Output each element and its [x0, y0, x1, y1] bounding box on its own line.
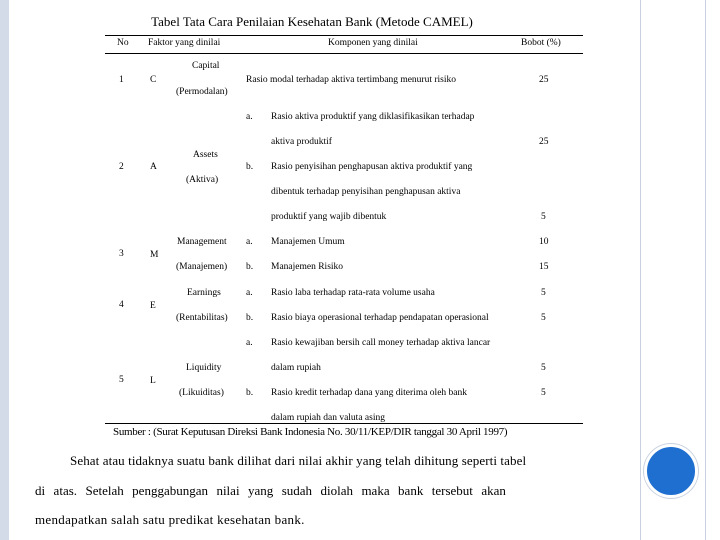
row-number: 4 — [119, 300, 124, 310]
weight-value: 25 — [539, 137, 549, 147]
sub-item-letter: a. — [246, 237, 253, 247]
slide-frame-line — [640, 0, 641, 540]
factor-name-id: (Aktiva) — [186, 175, 219, 185]
table-title: Tabel Tata Cara Penilaian Kesehatan Bank (Metode CAMEL) — [151, 14, 473, 29]
component-text: Rasio modal terhadap aktiva tertimbang menurut risiko — [246, 75, 457, 85]
component-text: dalam rupiah — [271, 363, 321, 373]
factor-code: E — [150, 301, 156, 311]
sub-item-letter: a. — [246, 112, 253, 122]
header-component: Komponen yang dinilai — [328, 38, 418, 48]
component-text: Rasio kewajiban bersih call money terhadap aktiva lancar — [271, 338, 491, 348]
weight-value: 5 — [541, 313, 546, 323]
component-text: Rasio penyisihan penghapusan aktiva produktif yang — [271, 162, 473, 172]
sub-item-letter: b. — [246, 262, 254, 272]
factor-code: M — [150, 250, 159, 260]
component-text: Rasio biaya operasional terhadap pendapatan operasional — [271, 313, 489, 323]
component-text: aktiva produktif — [271, 137, 332, 147]
component-text: Manajemen Risiko — [271, 262, 344, 272]
sub-item-letter: b. — [246, 388, 254, 398]
factor-name: Assets — [193, 150, 218, 160]
factor-name-id: (Rentabilitas) — [176, 313, 228, 323]
slide-frame-left — [0, 0, 9, 540]
component-text: produktif yang wajib dibentuk — [271, 212, 387, 222]
body-paragraph-line: Sehat atau tidaknya suatu bank dilihat dari nilai akhir yang telah dihitung seperti tabel — [70, 453, 527, 468]
factor-name: Management — [177, 237, 227, 247]
decorative-circle — [644, 444, 698, 498]
factor-code: A — [150, 162, 157, 172]
sub-item-letter: a. — [246, 338, 253, 348]
row-number: 3 — [119, 249, 124, 259]
row-number: 2 — [119, 162, 124, 172]
component-text: Rasio aktiva produktif yang diklasifikasikan terhadap — [271, 112, 475, 122]
weight-value: 5 — [541, 388, 546, 398]
sub-item-letter: b. — [246, 162, 254, 172]
factor-code: C — [150, 75, 157, 85]
header-no: No — [117, 38, 129, 48]
component-text: Manajemen Umum — [271, 237, 345, 247]
factor-name-id: (Permodalan) — [176, 87, 228, 97]
component-text: Rasio laba terhadap rata-rata volume usaha — [271, 288, 435, 298]
component-text: dalam rupiah dan valuta asing — [271, 413, 385, 423]
table-source: Sumber : (Surat Keputusan Direksi Bank Indonesia No. 30/11/KEP/DIR tanggal 30 April 1997) — [113, 426, 508, 438]
factor-name: Capital — [192, 61, 220, 71]
row-number: 5 — [119, 375, 124, 385]
header-factor: Faktor yang dinilai — [148, 38, 221, 48]
slide-frame-line — [705, 0, 706, 540]
weight-value: 25 — [539, 75, 549, 85]
factor-name-id: (Likuiditas) — [179, 388, 224, 398]
table-header-rule — [105, 53, 583, 54]
weight-value: 5 — [541, 288, 546, 298]
sub-item-letter: a. — [246, 288, 253, 298]
sub-item-letter: b. — [246, 313, 254, 323]
factor-name: Earnings — [187, 288, 221, 298]
weight-value: 10 — [539, 237, 549, 247]
factor-name: Liquidity — [186, 363, 222, 373]
component-text: dibentuk terhadap penyisihan penghapusan aktiva — [271, 187, 461, 197]
header-weight: Bobot (%) — [521, 38, 561, 48]
body-paragraph-line: di atas. Setelah penggabungan nilai yang sudah diolah maka bank tersebut akan — [35, 483, 506, 498]
weight-value: 5 — [541, 363, 546, 373]
component-text: Rasio kredit terhadap dana yang diterima oleh bank — [271, 388, 468, 398]
table-top-rule — [105, 35, 583, 36]
weight-value: 5 — [541, 212, 546, 222]
factor-code: L — [150, 376, 156, 386]
row-number: 1 — [119, 75, 124, 85]
weight-value: 15 — [539, 262, 549, 272]
factor-name-id: (Manajemen) — [176, 262, 228, 272]
body-paragraph-line: mendapatkan salah satu predikat kesehatan bank. — [35, 512, 305, 527]
